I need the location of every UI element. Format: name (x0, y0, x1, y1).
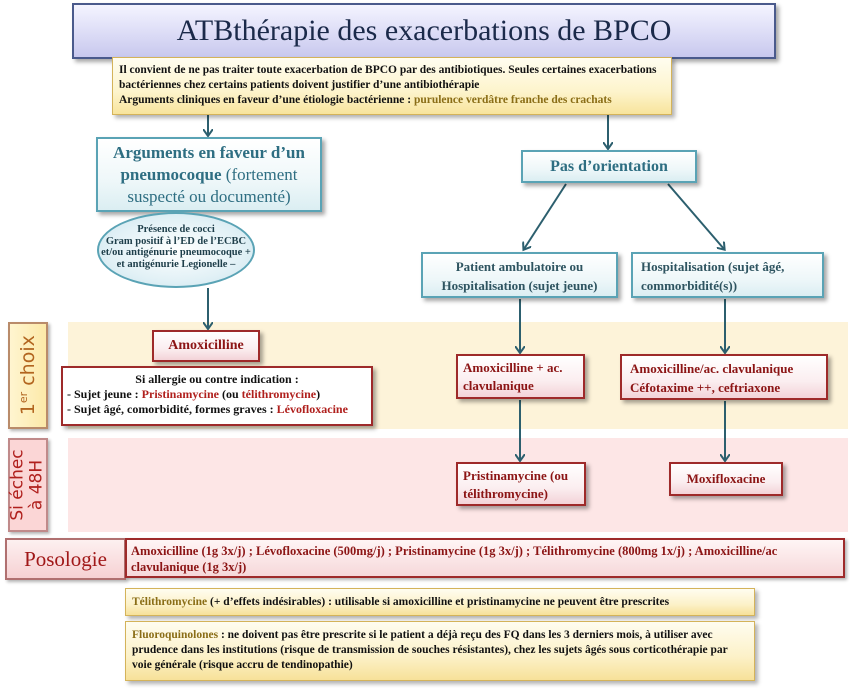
hospitalisation-box: Hospitalisation (sujet âgé, commorbidité(s)) (631, 252, 824, 298)
criteria-line: et/ou antigénurie pneumocoque + (101, 247, 251, 258)
pristinamycin-box: Pristinamycine (ou télithromycine) (456, 462, 586, 506)
pneumococcus-heading: Arguments en faveur d’un pneumocoque (113, 143, 305, 184)
allergy-title: Si allergie ou contre indication : (135, 372, 299, 386)
posology-box: Amoxicilline (1g 3x/j) ; Lévofloxacine (500mg/j) ; Pristinamycine (1g 3x/j) ; Télithromycine (800mg 1x/j) ; Amoxicilline/ac clavulanique (1g 3x/j) (125, 538, 845, 578)
allergy-young: - Sujet jeune : Pristinamycine (ou télithromycine) (67, 387, 321, 401)
intro-arguments-value: purulence verdâtre franche des crachats (413, 94, 612, 106)
amox-cefotaxime-box: Amoxicilline/ac. clavulanique Céfotaxime ++, ceftriaxone (620, 354, 828, 400)
failure-label: Si échec à 48H (8, 449, 47, 521)
criteria-line: Gram positif à l’ED de l’ECBC (105, 235, 247, 247)
page-title: ATBthérapie des exacerbations de BPCO (72, 3, 776, 59)
criteria-line: et antigénurie Legionelle – (116, 258, 236, 270)
intro-arguments: Arguments cliniques en faveur d’une étiologie bactérienne : purulence verdâtre franche des crachats (119, 94, 612, 106)
no-orientation-box: Pas d’orientation (521, 150, 697, 183)
intro-text: Il convient de ne pas traiter toute exacerbation de BPCO par des antibiotiques. Seules certaines exacerbations bactériennes chez certains patients doivent justifier d’une antibiothérapie (119, 64, 657, 91)
allergy-box (61, 366, 373, 426)
intro-box (112, 57, 672, 115)
criteria-line: Présence de cocci (137, 224, 215, 235)
telithromycin-note: Télithromycine (+ d’effets indésirables) : utilisable si amoxicilline et pristinamycine ne peuvent être prescrites (125, 588, 755, 616)
amoxicillin-box: Amoxicilline (152, 330, 260, 362)
first-choice-label: 1er choix (16, 335, 40, 416)
pneumococcus-box (96, 137, 322, 212)
moxifloxacin-box: Moxifloxacine (669, 462, 783, 496)
pneumococcus-subheading: (fortement suspecté ou documenté) (127, 165, 298, 206)
ambulatory-box: Patient ambulatoire ou Hospitalisation (sujet jeune) (421, 252, 618, 298)
amox-clav-box: Amoxicilline + ac. clavulanique (456, 354, 585, 399)
pneumococcus-criteria-ellipse (97, 212, 255, 288)
failure-48h-tab (8, 438, 48, 532)
first-choice-tab (8, 322, 48, 429)
posology-label: Posologie (5, 538, 126, 580)
fluoroquinolone-note: Fluoroquinolones : ne doivent pas être prescrite si le patient a déjà reçu des FQ dans les 3 derniers mois, à utiliser avec prudence dans les institutions (risque de transmission de souches résistantes), chez les sujets âgés sous corticothérapie par voie générale (risque accru de tendinopathie) (125, 621, 755, 681)
allergy-old: - Sujet âgé, comorbidité, formes graves : Lévofloxacine (67, 402, 348, 416)
